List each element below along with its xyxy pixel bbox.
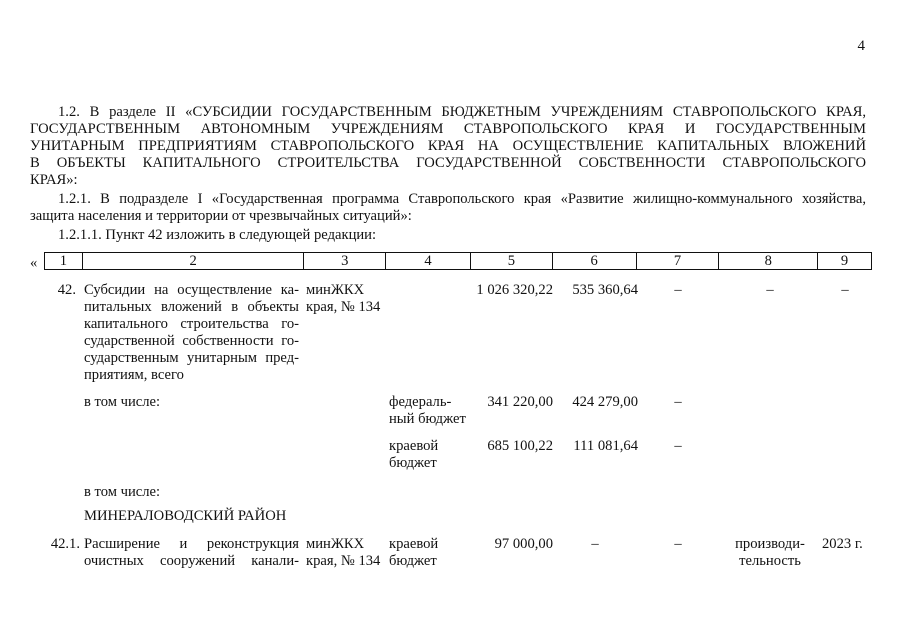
- row-42-name: [84, 282, 299, 384]
- header-cell-6: 6: [553, 253, 637, 269]
- row-42-1-agency-line: края, № 134: [306, 553, 381, 569]
- row-42-1-col7: –: [674, 536, 682, 552]
- row-42-name-line: сударственной собственности го-: [84, 333, 299, 349]
- section-heading-line-3: УНИТАРНЫМ ПРЕДПРИЯТИЯМ СТАВРОПОЛЬСКОГО КРАЯ НА ОСУЩЕСТВЛЕНИЕ КАПИТАЛЬНЫХ ВЛОЖЕНИЙ: [30, 138, 866, 154]
- row-42-col7: –: [674, 282, 682, 298]
- header-cell-5: 5: [471, 253, 553, 269]
- regional-budget-label-line: краевой: [389, 438, 439, 454]
- row-42-name-line: приятиям, всего: [84, 367, 184, 383]
- row-42-1-col8-line: тельность: [739, 553, 801, 569]
- section-heading-line-5: КРАЯ»:: [30, 172, 78, 188]
- row-42-1-budget-line: краевой: [389, 536, 439, 552]
- row-42-name-line: капитального строительства го-: [84, 316, 299, 332]
- subsection-line-2: защита населения и территории от чрезвычайных ситуаций»:: [30, 208, 412, 224]
- section-heading-line-4: В ОБЪЕКТЫ КАПИТАЛЬНОГО СТРОИТЕЛЬСТВА ГОСУДАРСТВЕННОЙ СОБСТВЕННОСТИ СТАВРОПОЛЬСКОГО: [30, 155, 866, 171]
- row-42-col5: 1 026 320,22: [476, 282, 553, 298]
- row-42-1-budget: [389, 536, 438, 570]
- row-42-1-col9: 2023 г.: [822, 536, 863, 552]
- regional-budget-label-line: бюджет: [389, 455, 437, 471]
- row-42-1-name-line: Расширение и реконструкция: [84, 536, 299, 552]
- row-42-name-line: питальных вложений в объекты: [84, 299, 299, 315]
- federal-budget-label: [389, 394, 466, 428]
- header-cell-3: 3: [304, 253, 386, 269]
- row-42-name-line: сударственным унитарным пред-: [84, 350, 299, 366]
- federal-col7: –: [674, 394, 682, 410]
- row-42-1-number: 42.1.: [50, 536, 80, 552]
- regional-col7: –: [674, 438, 682, 454]
- row-42-agency-line: минЖКХ: [306, 282, 365, 298]
- row-42-1-col5: 97 000,00: [494, 536, 553, 552]
- federal-col6: 424 279,00: [572, 394, 638, 410]
- header-cell-9: 9: [840, 252, 849, 269]
- row-42-col6: 535 360,64: [572, 282, 638, 298]
- page-number: 4: [857, 38, 865, 54]
- federal-col5: 341 220,00: [487, 394, 553, 410]
- regional-budget-label: [389, 438, 438, 472]
- row-42-1-agency-line: минЖКХ: [306, 536, 365, 552]
- open-quote: «: [30, 255, 38, 271]
- row-42-agency-line: края, № 134: [306, 299, 381, 315]
- row-42-1-name: [84, 536, 299, 570]
- row-42-agency: [306, 282, 380, 316]
- instruction-line: 1.2.1.1. Пункт 42 изложить в следующей редакции:: [58, 227, 377, 243]
- row-42-1-col8-line: производи-: [735, 536, 805, 552]
- row-42-1-name-line: очистных сооружений канали-: [84, 553, 299, 569]
- row-42-1-col6: –: [591, 536, 599, 552]
- section-heading-line-1: 1.2. В разделе II «СУБСИДИИ ГОСУДАРСТВЕННЫМ БЮДЖЕТНЫМ УЧРЕЖДЕНИЯМ СТАВРОПОЛЬСКОГО КРАЯ,: [58, 104, 866, 120]
- federal-budget-label-line: федераль-: [389, 394, 452, 410]
- table-header-row: [44, 252, 872, 270]
- header-cell-2: 2: [83, 253, 304, 269]
- header-cell-8: 8: [719, 253, 818, 269]
- header-cell-1: 1: [45, 253, 83, 269]
- regional-col5: 685 100,22: [487, 438, 553, 454]
- row-42-name-line: Субсидии на осуществление ка-: [84, 282, 299, 298]
- row-42-col9: –: [841, 282, 849, 298]
- subsection-line-1: 1.2.1. В подразделе I «Государственная программа Ставропольского края «Развитие жилищно-коммунального хозяйства,: [58, 191, 866, 207]
- row-42-1-agency: [306, 536, 380, 570]
- including-label-1: в том числе:: [84, 394, 161, 410]
- row-42-col8: –: [766, 282, 774, 298]
- header-cell-4: 4: [386, 253, 471, 269]
- regional-col6: 111 081,64: [573, 438, 638, 454]
- district-heading: МИНЕРАЛОВОДСКИЙ РАЙОН: [84, 508, 287, 524]
- row-42-1-budget-line: бюджет: [389, 553, 437, 569]
- row-42-1-col8: [722, 536, 818, 570]
- section-heading-line-2: ГОСУДАРСТВЕННЫМ АВТОНОМНЫМ УЧРЕЖДЕНИЯМ СТАВРОПОЛЬСКОГО КРАЯ И ГОСУДАРСТВЕННЫМ: [30, 121, 866, 137]
- federal-budget-label-line: ный бюджет: [389, 411, 466, 427]
- header-cell-7: 7: [637, 253, 720, 269]
- row-42-number: 42.: [57, 282, 76, 298]
- including-label-2: в том числе:: [84, 484, 161, 500]
